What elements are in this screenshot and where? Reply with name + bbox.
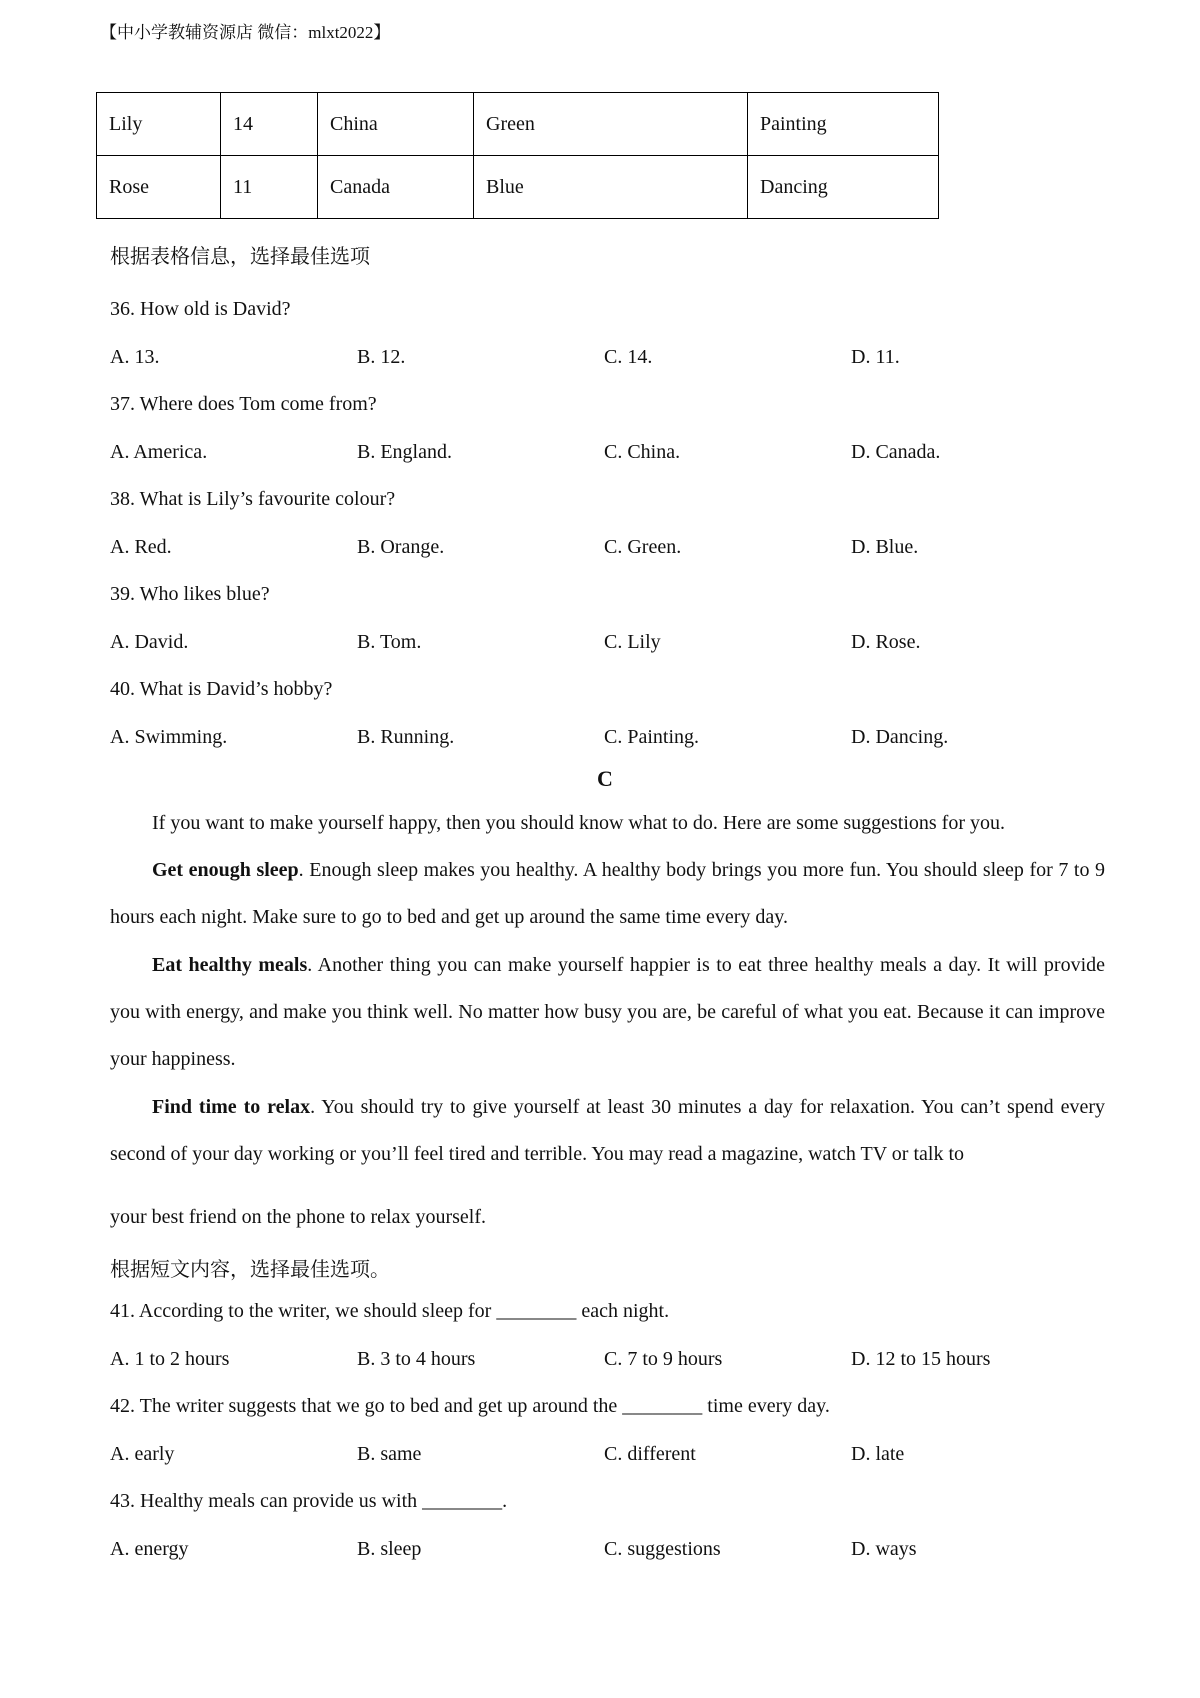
paragraph-text: . You should try to give yourself at least 30 minutes a day for relaxation. You can’t spend every second of your day working or you’ll feel tired and terrible. You may read a magazine, watch TV or talk to (110, 1096, 1105, 1165)
question-42: 42. The writer suggests that we go to bed and get up around the ________ time every day. (110, 1395, 830, 1417)
option-b: B. England. (357, 441, 452, 463)
section-title: C (597, 766, 613, 791)
question-37: 37. Where does Tom come from? (110, 393, 377, 415)
option-b: B. 3 to 4 hours (357, 1348, 476, 1370)
option-a: A. 1 to 2 hours (110, 1348, 230, 1370)
option-d: D. Blue. (851, 536, 919, 558)
option-a: A. 13. (110, 346, 160, 368)
option-b: B. Running. (357, 726, 455, 748)
table-cell: Canada (318, 156, 474, 219)
question-41: 41. According to the writer, we should sleep for ________ each night. (110, 1300, 670, 1322)
table-cell: Dancing (748, 156, 939, 219)
instruction-b: 根据表格信息，选择最佳选项 (110, 246, 370, 268)
option-a: A. early (110, 1443, 175, 1465)
option-b: B. Tom. (357, 631, 422, 653)
paragraph-text: . Enough sleep makes you healthy. A healthy body brings you more fun. You should sleep for 7 to 9 hours each night. Make sure to go to bed and get up around the same time every day. (110, 859, 1106, 928)
option-c: C. Painting. (604, 726, 700, 748)
option-c: C. Green. (604, 536, 682, 558)
option-a: A. Swimming. (110, 726, 228, 748)
table-cell: Lily (97, 93, 221, 156)
option-a: A. Red. (110, 536, 172, 558)
option-b: B. same (357, 1443, 422, 1465)
option-c: C. 14. (604, 346, 653, 368)
option-c: C. different (604, 1443, 696, 1465)
option-d: D. Dancing. (851, 726, 949, 748)
option-d: D. ways (851, 1538, 917, 1560)
table-cell: Rose (97, 156, 221, 219)
option-c: C. Lily (604, 631, 661, 653)
passage-paragraph-meals (110, 942, 1105, 1083)
option-d: D. late (851, 1443, 905, 1465)
table-cell: Blue (474, 156, 748, 219)
paragraph-heading: Eat healthy meals (152, 954, 308, 976)
passage-intro: If you want to make yourself happy, then you should know what to do. Here are some suggestions for you. (152, 812, 1005, 834)
option-c: C. suggestions (604, 1538, 721, 1560)
instruction-c: 根据短文内容，选择最佳选项。 (110, 1259, 390, 1281)
table-row (97, 93, 939, 156)
paragraph-heading: Get enough sleep (152, 859, 299, 881)
option-a: A. energy (110, 1538, 189, 1560)
table-row (97, 156, 939, 219)
option-b: B. 12. (357, 346, 406, 368)
page-header: 【中小学教辅资源店 微信：mlxt2022】 (100, 23, 391, 42)
table-cell: Green (474, 93, 748, 156)
question-39: 39. Who likes blue? (110, 583, 270, 605)
option-d: D. 11. (851, 346, 900, 368)
question-36: 36. How old is David? (110, 298, 291, 320)
paragraph-text: . Another thing you can make yourself happier is to eat three healthy meals a day. It will provide you with energy, and make you think well. No matter how busy you are, be careful of what you eat. Because it can improve your happiness. (110, 954, 1105, 1070)
option-b: B. Orange. (357, 536, 445, 558)
passage-paragraph-relax (110, 1084, 1105, 1178)
option-d: D. 12 to 15 hours (851, 1348, 991, 1370)
question-40: 40. What is David’s hobby? (110, 678, 333, 700)
table-cell: China (318, 93, 474, 156)
question-43: 43. Healthy meals can provide us with ________. (110, 1490, 508, 1512)
table-cell: Painting (748, 93, 939, 156)
info-table (96, 92, 939, 219)
option-c: C. China. (604, 441, 681, 463)
table-cell: 11 (221, 156, 318, 219)
option-c: C. 7 to 9 hours (604, 1348, 723, 1370)
option-a: A. America. (110, 441, 208, 463)
table-cell: 14 (221, 93, 318, 156)
paragraph-heading: Find time to relax (152, 1096, 311, 1118)
option-d: D. Rose. (851, 631, 921, 653)
passage-last-line: your best friend on the phone to relax yourself. (110, 1206, 487, 1228)
option-d: D. Canada. (851, 441, 941, 463)
option-b: B. sleep (357, 1538, 422, 1560)
question-38: 38. What is Lily’s favourite colour? (110, 488, 396, 510)
passage-paragraph-sleep (110, 847, 1105, 941)
option-a: A. David. (110, 631, 189, 653)
